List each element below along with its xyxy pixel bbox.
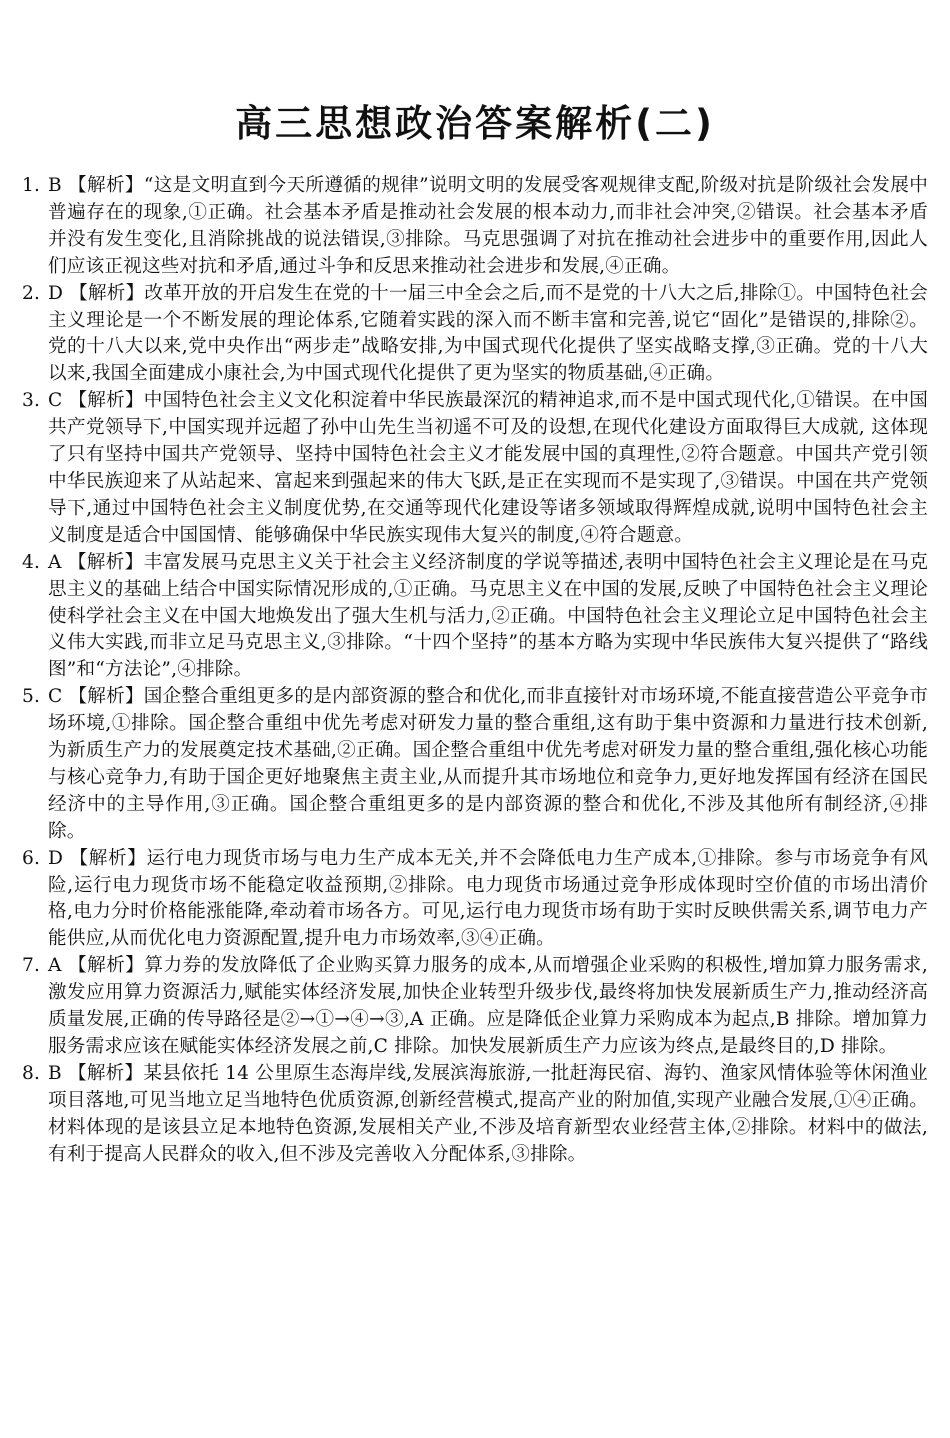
answer-item-3: [22, 388, 928, 549]
answer-item-8: [22, 1061, 928, 1169]
item-number: 5.: [22, 686, 41, 708]
analysis-text: “这是文明直到今天所遵循的规律”说明文明的发展受客观规律支配,阶级对抗是阶级社会发展中普遍存在的现象,①正确。社会基本矛盾是推动社会发展的根本动力,而非社会冲突,②错误。社会基本矛盾并没有发生变化,且消除挑战的说法错误,③排除。马克思强调了对抗在推动社会进步中的重要作用,因此人们应该正视这些对抗和矛盾,通过斗争和反思来推动社会进步和发展,④正确。: [48, 175, 928, 277]
analysis-tag: 【解析】: [67, 175, 144, 196]
analysis-text: 国企整合重组更多的是内部资源的整合和优化,而非直接针对市场环境,不能直接营造公平竞争市场环境,①排除。国企整合重组中优先考虑对研发力量的整合重组,这有助于集中资源和力量进行技术创新,为新质生产力的发展奠定技术基础,②正确。国企整合重组中优先考虑对研发力量的整合重组,强化核心功能与核心竞争力,有助于国企更好地聚焦主责主业,从而提升其市场地位和竞争力,更好地发挥国有经济在国民经济中的主导作用,③正确。国企整合重组更多的是内部资源的整合和优化,不涉及其他所有制经济,④排除。: [48, 686, 928, 842]
answer-item-1: [22, 173, 928, 281]
analysis-text: 改革开放的开启发生在党的十一届三中全会之后,而不是党的十八大之后,排除①。中国特色社会主义理论是一个不断发展的理论体系,它随着实践的深入而不断丰富和完善,说它“固化”是错误的,排除②。党的十八大以来,党中央作出“两步走”战略安排,为中国式现代化提供了坚实战略支撑,③正确。党的十八大以来,我国全面建成小康社会,为中国式现代化提供了更为坚实的物质基础,④正确。: [48, 282, 928, 385]
analysis-tag: 【解析】: [68, 686, 144, 708]
item-number: 2.: [22, 282, 41, 304]
item-number: 7.: [22, 955, 41, 977]
item-number: 8.: [22, 1062, 41, 1084]
answer-item-4: [22, 550, 928, 685]
answer-item-7: [22, 953, 928, 1061]
analysis-tag: 【解析】: [67, 955, 145, 977]
item-number: 6.: [22, 847, 41, 869]
answer-letter: D: [48, 282, 64, 304]
answer-letter: B: [48, 175, 62, 196]
answer-letter: A: [48, 551, 62, 573]
answer-letter: A: [48, 955, 62, 977]
answer-item-5: [22, 684, 928, 845]
item-number: 1.: [22, 175, 41, 196]
analysis-tag: 【解析】: [67, 551, 144, 573]
analysis-tag: 【解析】: [69, 282, 145, 304]
analysis-text: 丰富发展马克思主义关于社会主义经济制度的学说等描述,表明中国特色社会主义理论是在马克思主义的基础上结合中国实际情况形成的,①正确。马克思主义在中国的发展,反映了中国特色社会主义理论使科学社会主义在中国大地焕发出了强大生机与活力,②正确。中国特色社会主义理论立足中国特色社会主义伟大实践,而非立足马克思主义,③排除。“十四个坚持”的基本方略为实现中华民族伟大复兴提供了“路线图”和“方法论”,④排除。: [48, 551, 928, 681]
answer-letter: B: [48, 1062, 62, 1084]
answer-item-6: [22, 846, 928, 954]
answer-letter: D: [48, 847, 64, 869]
answer-list: [22, 173, 928, 1169]
analysis-tag: 【解析】: [68, 390, 144, 412]
analysis-tag: 【解析】: [69, 847, 147, 869]
analysis-text: 某县依托 14 公里原生态海岸线,发展滨海旅游,一批赶海民宿、海钓、渔家风情体验等休闲渔业项目落地,可见当地立足当地特色优质资源,创新经营模式,提高产业的附加值,实现产业融合发展,①④正确。材料体现的是该县立足本地特色资源,发展相关产业,不涉及培育新型农业经营主体,②排除。材料中的做法,有利于提高人民群众的收入,但不涉及完善收入分配体系,③排除。: [48, 1062, 928, 1165]
answer-letter: C: [48, 686, 63, 708]
item-number: 4.: [22, 551, 41, 573]
analysis-text: 中国特色社会主义文化积淀着中华民族最深沉的精神追求,而不是中国式现代化,①错误。在中国共产党领导下,中国实现并远超了孙中山先生当初遥不可及的设想,在现代化建设方面取得巨大成就, 这体现了只有坚持中国共产党领导、坚持中国特色社会主义才能发展中国的真理性,②符合题意。中国共产党引领中华民族迎来了从站起来、富起来到强起来的伟大飞跃,是正在实现而不是实现了,③错误。中国在共产党领导下,通过中国特色社会主义制度优势,在交通等现代化建设等诸多领域取得辉煌成就,说明中国特色社会主义制度是适合中国国情、能够确保中华民族实现伟大复兴的制度,④符合题意。: [48, 390, 928, 546]
answer-item-2: [22, 281, 928, 389]
item-number: 3.: [22, 390, 41, 412]
analysis-text: 算力券的发放降低了企业购买算力服务的成本,从而增强企业采购的积极性,增加算力服务需求,激发应用算力资源活力,赋能实体经济发展,加快企业转型升级步伐,最终将加快发展新质生产力,推动经济高质量发展,正确的传导路径是②→①→④→③,A 正确。应是降低企业算力采购成本为起点,B 排除。增加算力服务需求应该在赋能实体经济发展之前,C 排除。加快发展新质生产力应该为终点,是最终目的,D 排除。: [48, 955, 928, 1057]
answer-letter: C: [48, 390, 63, 412]
analysis-text: 运行电力现货市场与电力生产成本无关,并不会降低电力生产成本,①排除。参与市场竞争有风险,运行电力现货市场不能稳定收益预期,②排除。电力现货市场通过竞争形成体现时空价值的市场出清价格,电力分时价格能涨能降,牵动着市场各方。可见,运行电力现货市场有助于实时反映供需关系,调节电力产能供应,从而优化电力资源配置,提升电力市场效率,③④正确。: [48, 847, 928, 950]
analysis-tag: 【解析】: [67, 1062, 144, 1084]
page-title: 高三思想政治答案解析(二): [235, 102, 715, 145]
